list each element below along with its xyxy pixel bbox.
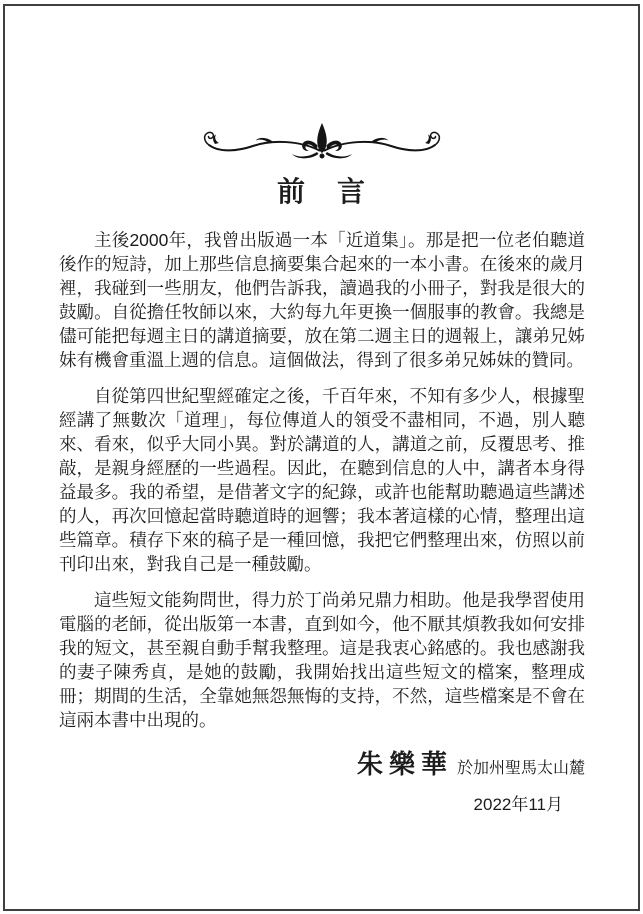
author-name: 朱樂華	[356, 750, 453, 779]
page-title: 前 言	[276, 176, 367, 207]
preface-body	[59, 228, 585, 732]
page-content	[59, 122, 585, 815]
signature-line	[59, 744, 585, 781]
signature-place: 於加州聖馬太山麓	[456, 760, 585, 777]
paragraph-1: 主後2000年，我曾出版過一本「近道集」。那是把一位老伯聽道後作的短詩，加上那些信息摘要集合起來的一本小書。在後來的歲月裡，我碰到一些朋友，他們告訴我，讀過我的小冊子，對我是很大的鼓勵。自從擔任牧師以來，大約每九年更換一個服事的教會。我總是儘可能把每週主日的講道摘要，放在第二週主日的週報上，讓弟兄姊妹有機會重溫上週的信息。這個做法，得到了很多弟兄姊妹的贊同。	[59, 230, 585, 370]
date-line: 2022年11月	[473, 795, 563, 814]
paragraph-2: 自從第四世紀聖經確定之後，千百年來，不知有多少人，根據聖經講了無數次「道理」，每位傳道人的領受不盡相同，不過，別人聽來、看來，似乎大同小異。對於講道的人，講道之前，反覆思考、推敲，是親身經歷的一些過程。因此，在聽到信息的人中，講者本身得益最多。我的希望，是借著文字的紀錄，或許也能幫助聽過這些講述的人，再次回憶起當時聽道時的迴響；我本著這樣的心情，整理出這些篇章。積存下來的稿子是一種回憶，我把它們整理出來，仿照以前刊印出來，對我自己是一種鼓勵。	[59, 386, 585, 574]
paragraph-3: 這些短文能夠問世，得力於丁尚弟兄鼎力相助。他是我學習使用電腦的老師，從出版第一本書，直到如今，他不厭其煩教我如何安排我的短文，甚至親自動手幫我整理。這是我衷心銘感的。我也感謝我的妻子陳秀貞，是她的鼓勵，我開始找出這些短文的檔案，整理成冊；期間的生活，全靠她無怨無悔的支持，不然，這些檔案是不會在這兩本書中出現的。	[59, 590, 585, 730]
flourish-divider-icon	[59, 122, 585, 164]
